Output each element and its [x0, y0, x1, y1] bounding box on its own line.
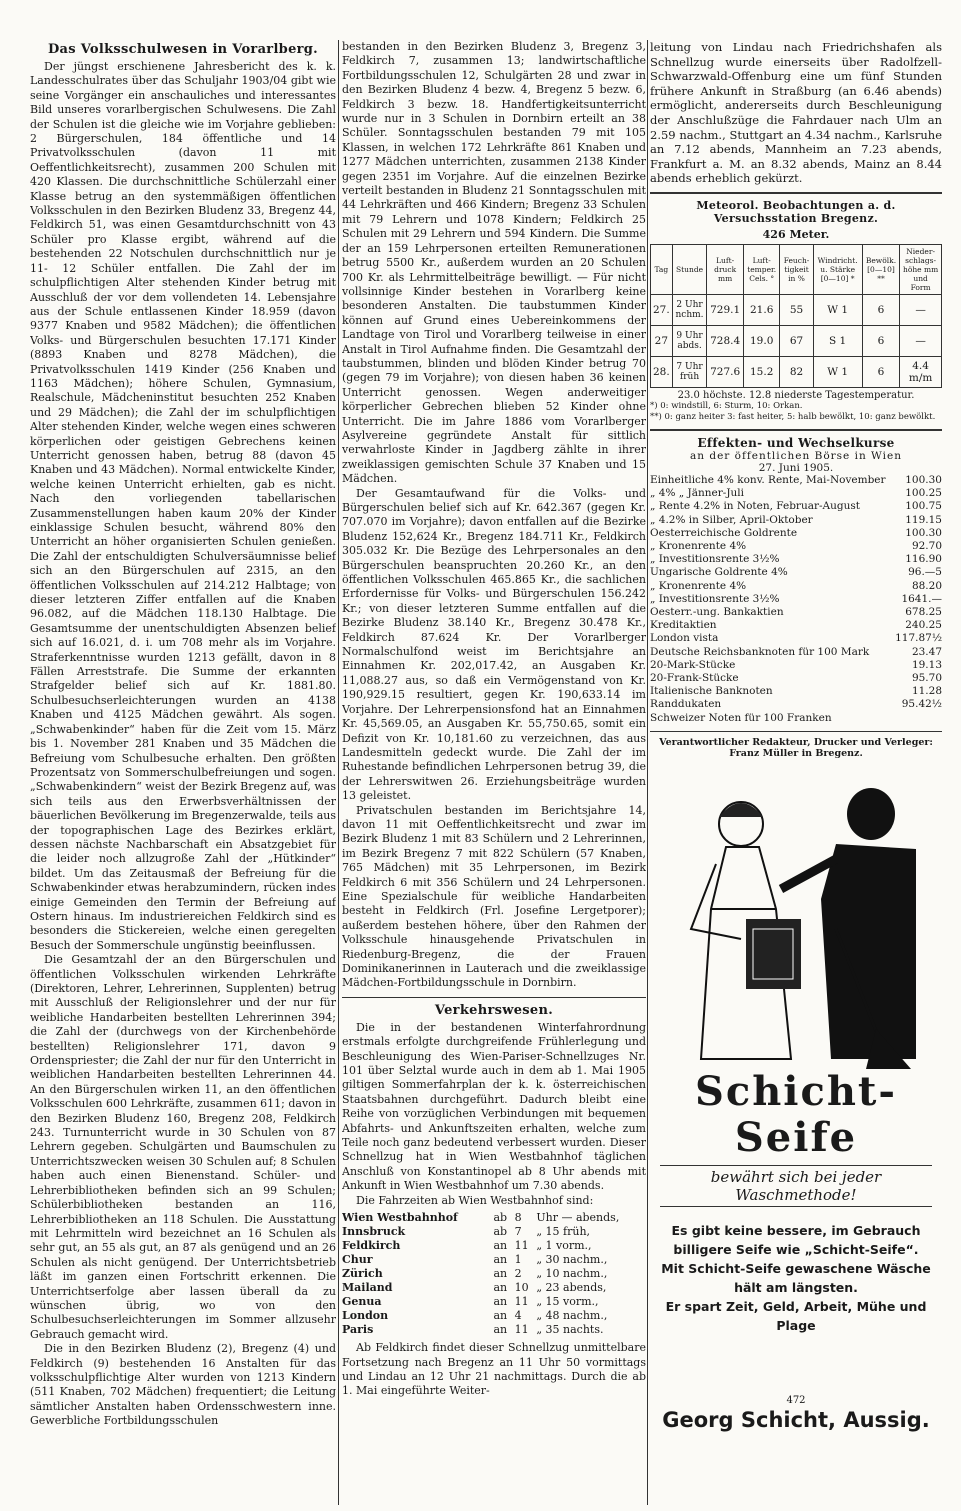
timetable-cell-ort: London — [342, 1309, 389, 1323]
weather-cell: 67 — [780, 325, 813, 356]
weather-header-cell: Stunde — [672, 244, 707, 294]
advert-line: billigere Seife wie „Schicht-Seife“. — [673, 1241, 919, 1257]
exchange-rate-label: „ Investitionsrente 3½% — [650, 592, 780, 605]
exchange-rate-row — [650, 566, 942, 579]
article-paragraph: leitung von Lindau nach Friedrichshafen als Schnellzug wurde einerseits über Radolfzell-Schwarzwald-Offenburg eine um fünf Stunden frühere Ankunft in Straßburg (an 6.46 abends) ermöglicht, andererseits durch Beschleunigung der Anschlußzüge die Fahrdauer nach Ulm an 2.59 nachm., Stuttgart an 4.34 nachm., Karlsruhe an 7.12 abends, Mannheim an 7.23 abends, Frankfurt a. M. an 8.32 abends, Mainz an 8.44 abends erheblich gekürzt. — [650, 40, 942, 186]
timetable-row — [342, 1239, 646, 1253]
soap-advertisement — [650, 769, 942, 1505]
advert-line: Er spart Zeit, Geld, Arbeit, Mühe und Plage — [665, 1298, 927, 1333]
timetable-cell-art: an — [493, 1295, 508, 1309]
timetable-cell-ort: Chur — [342, 1253, 373, 1267]
exchange-rate-row — [650, 646, 942, 659]
weather-cell: S 1 — [813, 325, 862, 356]
timetable-cell-zeit: Uhr — abends, — [536, 1211, 620, 1225]
weather-header-cell: Bewölk. [0—10] ** — [862, 244, 899, 294]
timetable-row — [342, 1309, 646, 1323]
exchange-rate-label: Ungarische Goldrente 4% — [650, 566, 788, 579]
exchange-rate-value: 100.75 — [905, 500, 942, 513]
exchange-rate-value: 95.42½ — [901, 698, 942, 711]
weather-table — [650, 244, 942, 388]
exchange-rate-label: Randdukaten — [650, 698, 722, 711]
advert-text — [650, 1221, 942, 1335]
timetable-cell-zeit: „ 23 abends, — [536, 1281, 607, 1295]
exchange-rate-label: Einheitliche 4% konv. Rente, Mai-November — [650, 473, 886, 486]
exchange-rate-label: „ 4% „ Jänner-Juli — [650, 487, 745, 500]
article-heading-volksschulwesen: Das Volksschulwesen in Vorarlberg. — [47, 42, 319, 57]
exchange-rate-value: 1641.— — [901, 592, 942, 605]
exchange-rate-row — [650, 553, 942, 566]
exchange-rate-label: London vista — [650, 632, 719, 645]
column-3 — [650, 40, 942, 1505]
timetable-row — [342, 1267, 646, 1281]
exchange-rate-value: 11.28 — [911, 685, 942, 698]
exchange-rate-row — [650, 698, 942, 711]
exchange-rate-value: 100.30 — [905, 526, 942, 539]
article-paragraph: Die in den Bezirken Bludenz (2), Bregenz (4) und Feldkirch (9) bestehenden 16 Anstalten für das volksschulpflichtige Alter wurden von 1213 Kindern (511 Knaben, 702 Mädchen) frequentiert; die Leitung sämtlicher Anstalten haben Ordensschwestern inne. Gewerbliche Fortbildungsschulen — [30, 1342, 336, 1428]
advert-line: Mit Schicht-Seife gewaschene Wäsche — [661, 1260, 931, 1276]
weather-header-cell: Tag — [651, 244, 673, 294]
exchange-rate-table — [650, 474, 942, 725]
kurs-date: 27. Juni 1905. — [758, 461, 834, 474]
kurs-subtitle: an der öffentlichen Börse in Wien — [689, 449, 902, 462]
exchange-rate-row — [650, 500, 942, 513]
exchange-rate-label: 20-Frank-Stücke — [650, 671, 739, 684]
timetable-row — [342, 1253, 646, 1267]
exchange-rate-value: 95.70 — [911, 671, 942, 684]
article-paragraph: bestanden in den Bezirken Bludenz 3, Bregenz 3, Feldkirch 7, zusammen 13; landwirtschaftliche Fortbildungsschulen 12, Schulgärten 28 und zwar in den Bezirken Bludenz 4 bezw. 4, Bregenz 5 bezw. 6, Feldkirch 3 bezw. 18. Handfertigkeitsunterricht wurde nur in 3 Schulen in Dornbirn erteilt an 38 Schüler. Sonntagsschulen bestanden 79 mit 105 Klassen, in welchen 172 Lehrkräfte 861 Knaben und 1277 Mädchen unterrichten, zusammen 2138 Kinder gegen 2351 im Vorjahre. Auf die einzelnen Bezirke verteilt bestanden in Bludenz 21 Sonntagsschulen mit 44 Lehrkräften und 466 Kindern; Bregenz 33 Schulen mit 79 Lehrern und 1078 Kindern; Feldkirch 25 Schulen mit 29 Lehrern und 594 Kindern. Die Summe der an 159 Lehrpersonen erteilten Remunerationen betrug 5500 Kr., außerdem wurden an 20 Schulen 700 Kr. als Lehrmittelbeiträge bewilligt. — Für nicht vollsinnige Kinder bestehen in Vorarlberg keine besonderen Anstalten. Die taubstummen Kinder können auf Grund eines Uebereinkommens der Landtage von Tirol und Vorarlberg teilweise in einer Anstalt in Tirol Aufnahme finden. Die Gesamtzahl der taubstummen, blinden und blöden Kinder betrug 70 (gegen 79 im Vorjahre); von diesen haben 36 keinen Unterricht genossen. Wegen anderweitiger körperlicher Gebrechen blieben 52 Kinder ohne Unterricht. Die im Jahre 1886 vom Vorarlberger Asylvereine gegründete Anstalt für sittlich verwahrloste Kinder in Jagdberg zählte in ihrer zweiklassigen gemischten Schule 37 Knaben und 15 Mädchen. — [342, 40, 646, 486]
timetable-cell-zeit: „ 30 nachm., — [536, 1253, 608, 1267]
weather-cell: 15.2 — [743, 356, 780, 387]
meteo-note: *) 0: windstill, 6: Sturm, 10: Orkan. — [650, 400, 803, 411]
weather-cell: W 1 — [813, 356, 862, 387]
weather-cell: 19.0 — [743, 325, 780, 356]
section-rule — [342, 997, 646, 998]
weather-header-cell: Feuch-tigkeit in % — [780, 244, 813, 294]
weather-row — [651, 325, 942, 356]
timetable-cell-ort: Feldkirch — [342, 1239, 401, 1253]
weather-cell: 82 — [780, 356, 813, 387]
timetable-cell-tag: 11 — [514, 1323, 529, 1337]
article-paragraph: Die in der bestandenen Winterfahrordnung erstmals erfolgte durchgreifende Frühlerlegung und Beschleunigung des Wien-Pariser-Schnellzuges Nr. 101 über Selztal wurde auch in dem ab 1. Mai 1905 giltigen Sommerfahrplan der k. k. österreichischen Staatsbahnen durchgeführt. Dadurch bleibt eine Reihe von vorzüglichen Verbindungen mit bequemen Abfahrts- und Ankunftszeiten erhalten, welche zum Teile noch ganz bedeutend verbessert wurden. Dieser Schnellzug hat in Wien Westbahnhof täglichen Anschluß von Konstantinopel ab 8 Uhr abends mit Ankunft in Wien Westbahnhof um 7.30 abends. — [342, 1020, 646, 1193]
article-paragraph: Der Gesamtaufwand für die Volks- und Bürgerschulen belief sich auf Kr. 642.367 (gegen Kr. 707.070 im Vorjahre); davon entfallen auf die Bezirke Bludenz 152,624 Kr., Bregenz 184.711 Kr., Feldkirch 305.032 Kr. Die Bezüge des Lehrpersonales an den Bürgerschulen beanspruchten 20.260 Kr., an den öffentlichen Volksschulen 465.865 Kr., die sachlichen Erfordernisse für Volks- und Bürgerschulen 156.242 Kr.; von dieser letzteren Summe entfallen auf die Bezirke Bludenz 38.140 Kr., Bregenz 30.478 Kr., Feldkirch 87.624 Kr. Der Vorarlberger Normalschulfond weist im Berichtsjahre an Einnahmen Kr. 202,017.42, an Ausgaben Kr. 11,088.27 aus, so daß ein Vermögenstand von Kr. 190,929.15 resultiert, gegen Kr. 190,633.14 im Vorjahre. Der Lehrerpensionsfond hat an Einnahmen Kr. 45,569.05, an Ausgaben Kr. 55,750.65, somit ein Defizit von Kr. 10,181.60 zu verzeichnen, das aus Landesmitteln gedeckt wurde. Die Zahl der im Ruhestande befindlichen Lehrpersonen betrug 39, die der Lehrerswitwen 26. Erziehungsbeiträge wurden 13 geleistet. — [342, 486, 646, 803]
weather-cell: 27 — [651, 325, 673, 356]
weather-cell: — — [900, 325, 942, 356]
weather-cell: W 1 — [813, 294, 862, 325]
exchange-rate-value — [893, 712, 942, 725]
exchange-rate-value: 23.47 — [911, 645, 942, 658]
weather-cell: 2 Uhr nchm. — [672, 294, 707, 325]
weather-cell: 21.6 — [743, 294, 780, 325]
exchange-rate-label: „ Investitionsrente 3½% — [650, 553, 780, 566]
weather-cell: 4.4 m/m — [900, 356, 942, 387]
exchange-rate-row — [650, 514, 942, 527]
article-paragraph: Ab Feldkirch findet dieser Schnellzug unmittelbare Fortsetzung nach Bregenz an 11 Uhr 50 vormittags und Lindau an 12 Uhr 21 nachmittags. Durch die ab 1. Mai eingeführte Weiter- — [342, 1341, 646, 1398]
advert-illustration — [671, 769, 921, 1069]
timetable-cell-tag: 8 — [514, 1211, 522, 1225]
timetable-cell-art: an — [493, 1281, 508, 1295]
exchange-rate-label: „ Kronenrente 4% — [650, 539, 747, 552]
exchange-rate-row — [650, 672, 942, 685]
column-divider — [647, 40, 648, 1505]
exchange-rate-value: 678.25 — [905, 605, 942, 618]
timetable-cell-ort: Innsbruck — [342, 1225, 406, 1239]
exchange-rate-row — [650, 632, 942, 645]
timetable-cell-zeit: „ 48 nachm., — [536, 1309, 608, 1323]
weather-cell: 728.4 — [707, 325, 744, 356]
advert-company: Georg Schicht, Aussig. — [662, 1407, 930, 1432]
weather-row — [651, 294, 942, 325]
exchange-rate-value: 96.—5 — [908, 566, 942, 579]
exchange-rate-value: 19.13 — [911, 658, 942, 671]
timetable-cell-art: an — [493, 1239, 508, 1253]
article-paragraph: Die Gesamtzahl der an den Bürgerschulen und öffentlichen Volksschulen wirkenden Lehrkräfte (Direktoren, Lehrer, Lehrerinnen, Supplenten) betrug mit Ausschluß der Religionslehrer und der nur für weibliche Handarbeiten bestellten Lehrerinnen 394; die Zahl der (durchwegs von der Kirchenbehörde bestellten) Religionslehrer 171, davon 9 Ordenspriester; die Zahl der nur für den Unterricht in weiblichen Handarbeiten bestellten Lehrerinnen 44. An den Bürgerschulen wirken 11, an den öffentlichen Volksschulen 600 Lehrkräfte, zusammen 611; davon in den Bezirken Bludenz 160, Bregenz 208, Feldkirch 243. Turnunterricht wurde in 30 Schulen von 87 Lehrern gegeben. Schulgärten und Baumschulen zu Unterrichtszwecken weisen 30 Schulen auf; 8 Schulen haben auch einen Bienenstand. Schüler- und Lehrerbibliotheken befinden sich an 99 Schulen; Schülerbibliotheken bestanden an 116, Lehrerbibliotheken an 118 Schulen. Die Ausstattung mit Lehrmitteln wird bezeichnet an 16 Schulen als sehr gut, an 55 als gut, an 87 als genügend und an 26 Schulen als nicht genügend. Der Unterrichtsbetrieb läßt im ganzen einen Fortschritt erkennen. Die Unterrichtserfolge aber lassen überall da zu wünschen übrig, wo von den Schulbesuchserleichterungen im Sommer allzusehr Gebrauch gemacht wird. — [30, 953, 336, 1341]
exchange-rate-label: Kreditaktien — [650, 619, 717, 632]
exchange-rate-label: Italienische Banknoten — [650, 685, 773, 698]
exchange-rate-row — [650, 606, 942, 619]
timetable-cell-art: an — [493, 1253, 508, 1267]
timetable-cell-zeit: „ 1 vorm., — [536, 1239, 592, 1253]
exchange-rate-value: 116.90 — [905, 553, 942, 566]
timetable-cell-art: an — [493, 1267, 508, 1281]
exchange-rate-value: 88.20 — [911, 579, 942, 592]
timetable-cell-tag: 7 — [514, 1225, 522, 1239]
timetable-row — [342, 1295, 646, 1309]
exchange-rate-label: „ 4.2% in Silber, April-Oktober — [650, 513, 813, 526]
exchange-rate-label: Schweizer Noten für 100 Franken — [650, 711, 832, 724]
weather-cell: 55 — [780, 294, 813, 325]
section-rule — [650, 429, 942, 431]
exchange-rate-row — [650, 580, 942, 593]
exchange-rate-value: 100.25 — [905, 487, 942, 500]
exchange-rate-row — [650, 593, 942, 606]
exchange-rate-row — [650, 487, 942, 500]
meteo-title: Meteorol. Beobachtungen a. d. Versuchsstation Bregenz. — [696, 198, 896, 225]
weather-row — [651, 356, 942, 387]
weather-header-cell: Luft-druck mm — [707, 244, 744, 294]
timetable-cell-tag: 2 — [514, 1267, 522, 1281]
weather-cell: 9 Uhr abds. — [672, 325, 707, 356]
timetable-row — [342, 1323, 646, 1337]
column-1 — [30, 40, 336, 1505]
exchange-rate-row — [650, 619, 942, 632]
timetable-cell-tag: 11 — [514, 1295, 529, 1309]
section-rule — [650, 731, 942, 732]
timetable-cell-tag: 11 — [514, 1239, 529, 1253]
weather-cell: 6 — [862, 325, 899, 356]
advert-slogan: bewährt sich bei jeder Waschmethode! — [660, 1165, 932, 1207]
timetable-cell-zeit: „ 15 vorm., — [536, 1295, 599, 1309]
timetable-cell-zeit: „ 15 früh, — [536, 1225, 591, 1239]
column-divider — [338, 40, 339, 1505]
timetable-cell-ort: Genua — [342, 1295, 382, 1309]
exchange-rate-label: 20-Mark-Stücke — [650, 658, 736, 671]
advert-line: Es gibt keine bessere, im Gebrauch — [671, 1222, 921, 1238]
advert-brand: Schicht- — [694, 1067, 898, 1115]
editor-line: Verantwortlicher Redakteur, Drucker und Verleger: — [659, 736, 933, 748]
column-2 — [342, 40, 646, 1505]
article-paragraph: Privatschulen bestanden im Berichtsjahre 14, davon 11 mit Oeffentlichkeitsrecht und zwar im Bezirk Bludenz 1 mit 83 Schülern und 2 Lehrerinnen, im Bezirk Bregenz 7 mit 822 Schülern (57 Knaben, 765 Mädchen) mit 35 Lehrpersonen, im Bezirk Feldkirch 6 mit 356 Schülern und 24 Lehrpersonen. Eine Spezialschule für weibliche Handarbeiten besteht in Feldkirch (Frl. Josefine Lergetporer); außerdem bestehen höhere, über den Rahmen der Volksschule hinausgehende Privatschulen in Riedenburg-Bregenz, die der Frauen Dominikanerinnen in Lauterach und die zweiklassige Mädchen-Fortbildungsschule in Dornbirn. — [342, 803, 646, 990]
timetable-cell-tag: 10 — [514, 1281, 529, 1295]
meteo-note: **) 0: ganz heiter 3: fast heiter, 5: halb bewölkt, 10: ganz bewölkt. — [650, 411, 936, 422]
timetable-cell-art: ab — [493, 1211, 508, 1225]
timetable — [342, 1211, 646, 1337]
exchange-rate-value: 117.87½ — [895, 632, 942, 645]
weather-header-cell: Nieder-schlags-höhe mm und Form — [900, 244, 942, 294]
timetable-cell-art: an — [493, 1323, 508, 1337]
exchange-rate-label: Oesterreichische Goldrente — [650, 526, 798, 539]
meteo-note: 23.0 höchste. 12.8 niederste Tagestemperatur. — [677, 389, 915, 401]
timetable-cell-art: an — [493, 1309, 508, 1323]
kurs-title: Effekten- und Wechselkurse — [697, 435, 895, 450]
timetable-cell-ort: Paris — [342, 1323, 374, 1337]
timetable-row — [342, 1225, 646, 1239]
timetable-row — [342, 1281, 646, 1295]
weather-cell: 729.1 — [707, 294, 744, 325]
exchange-rate-label: Deutsche Reichsbanknoten für 100 Mark — [650, 645, 870, 658]
exchange-rate-value: 100.30 — [905, 473, 942, 486]
weather-cell: 6 — [862, 294, 899, 325]
exchange-rate-value: 92.70 — [911, 539, 942, 552]
timetable-cell-tag: 4 — [514, 1309, 522, 1323]
timetable-cell-ort: Wien Westbahnhof — [342, 1211, 458, 1225]
advert-brand: Seife — [734, 1113, 858, 1161]
weather-cell: 7 Uhr früh — [672, 356, 707, 387]
section-rule — [650, 192, 942, 194]
publisher-line: Franz Müller in Bregenz. — [729, 747, 863, 759]
timetable-cell-tag: 1 — [514, 1253, 522, 1267]
advert-line: hält am längsten. — [734, 1279, 858, 1295]
timetable-cell-ort: Zürich — [342, 1267, 383, 1281]
exchange-rate-value: 240.25 — [905, 619, 942, 632]
article-paragraph: Der jüngst erschienene Jahresbericht des k. k. Landesschulrates über das Schuljahr 1903/04 gibt wie seine Vorgänger ein anschauliches und interessantes Bild unseres vorarlbergischen Schulwesens. Die Zahl der Schulen ist die gleiche wie im Vorjahre geblieben: 2 Bürgerschulen, 184 öffentliche und 14 Privatvolksschulen (davon 11 mit Oeffentlichkeitsrecht), zusammen 200 Schulen mit 420 Klassen. Die durchschnittliche Schülerzahl einer Klasse betrug an den systemmäßigen öffentlichen Volksschulen in den Bezirken Bludenz 33, Bregenz 44, Feldkirch 51, was einen Gesamtdurchschnitt von 43 Schüler pro Klasse ergibt, während auf die bestehenden 22 Notschulen durchschnittlich nur je 11- 12 Schüler entfallen. Die Zahl der im schulpflichtigen Alter stehenden Kinder betrug mit Ausschluß der vor dem vollendeten 14. Lebensjahre aus der Schule entlassenen Kinder 18.959 (davon 9377 Knaben und 9582 Mädchen); die öffentlichen Volks- und Bürgerschulen besuchten 17.171 Kinder (8893 Knaben und 8278 Mädchen), die Privatvolksschulen 1419 Kinder (256 Knaben und 1163 Mädchen); höhere Schulen, Gymnasium, Realschule, Mädcheninstitut besuchten 252 Knaben und 29 Mädchen); die Zahl der im schulpflichtigen Alter stehenden Kinder, welche wegen eines schweren körperlichen oder geistigen Gebrechens keinen Unterricht genossen haben, betrug 88 (davon 45 Knaben und 43 Mädchen). Normal entwickelte Kinder, welche keinen Unterricht erhielten, gab es nicht. Nach den vorliegenden tabellarischen Zusammenstellungen haben kaum 20% der Kinder einklassige Schulen besucht, während 80% den Unterricht an höher organisierten Schulen genießen. Die Zahl der entschuldigten Schulversäumnisse belief sich an den Bürgerschulen auf 2315, an den öffentlichen Volksschulen auf 214.212 Halbtage; von dieser letzteren Ziffer entfallen auf die Knaben 96.082, auf die Mädchen 118.130 Halbtage. Die Gesamtsumme der unentschuldigten Absenzen belief sich auf 16.021, d. i. um 708 mehr als im Vorjahre. Straferkenntnisse wurden 1213 gefällt, davon in 8 Fällen Arreststrafe. Die Summe der erkannten Strafgelder belief sich auf Kr. 1881.80. Schulbesuchserleichterungen wurden an 4138 Knaben und 4125 Mädchen gewährt. Als sogen. „Schwabenkinder“ haben für die Zeit vom 15. März bis 1. November 281 Knaben und 35 Mädchen die Befreiung vom Schulbesuche erhalten. Den größten Prozentsatz von Sommerschulbefreiungen und sogen. „Schwabenkindern“ weist der Bezirk Bregenz auf, was sich teils aus den Erwerbsverhältnissen der bäuerlichen Bevölkerung im Bregenzerwalde, teils aus der topographischen Lage des Bezirkes erklärt, dessen nächste Nachbarschaft ein Absatzgebiet für die leider noch allzugroße Zahl der „Hütkinder“ bildet. Um das Zeitausmaß der Befreiung für die Schwabenkinder etwas herabzumindern, rücken indes einige Gemeinden den Termin der Befreiung auf Ostern hinaus. Im industriereichen Feldkirch sind es besonders die Stickereien, welche einen geregelten Besuch der Sommerschule ungünstig beeinflussen. — [30, 60, 336, 952]
meteo-altitude: 426 Meter. — [762, 227, 830, 241]
exchange-rate-value: 119.15 — [905, 513, 942, 526]
article-heading-verkehrswesen: Verkehrswesen. — [434, 1002, 554, 1018]
weather-cell: 28. — [651, 356, 673, 387]
exchange-rate-row — [650, 540, 942, 553]
exchange-rate-row — [650, 685, 942, 698]
exchange-rate-row — [650, 712, 942, 725]
timetable-cell-zeit: „ 35 nachts. — [536, 1323, 604, 1337]
weather-cell: 6 — [862, 356, 899, 387]
timetable-cell-art: ab — [493, 1225, 508, 1239]
exchange-rate-row — [650, 474, 942, 487]
exchange-rate-label: Oesterr.-ung. Bankaktien — [650, 605, 784, 618]
exchange-rate-label: „ Kronenrente 4% — [650, 579, 747, 592]
exchange-rate-label: „ Rente 4.2% in Noten, Februar-August — [650, 500, 860, 513]
weather-header-cell: Windricht. u. Stärke [0—10] * — [813, 244, 862, 294]
weather-cell: 727.6 — [707, 356, 744, 387]
weather-cell: — — [900, 294, 942, 325]
advert-number: 472 — [786, 1394, 806, 1406]
timetable-row — [342, 1211, 646, 1225]
exchange-rate-row — [650, 659, 942, 672]
timetable-cell-zeit: „ 10 nachm., — [536, 1267, 608, 1281]
weather-header-cell: Luft-temper. Cels. ° — [743, 244, 780, 294]
exchange-rate-row — [650, 527, 942, 540]
article-paragraph: Die Fahrzeiten ab Wien Westbahnhof sind: — [356, 1193, 594, 1207]
timetable-cell-ort: Mailand — [342, 1281, 393, 1295]
weather-cell: 27. — [651, 294, 673, 325]
